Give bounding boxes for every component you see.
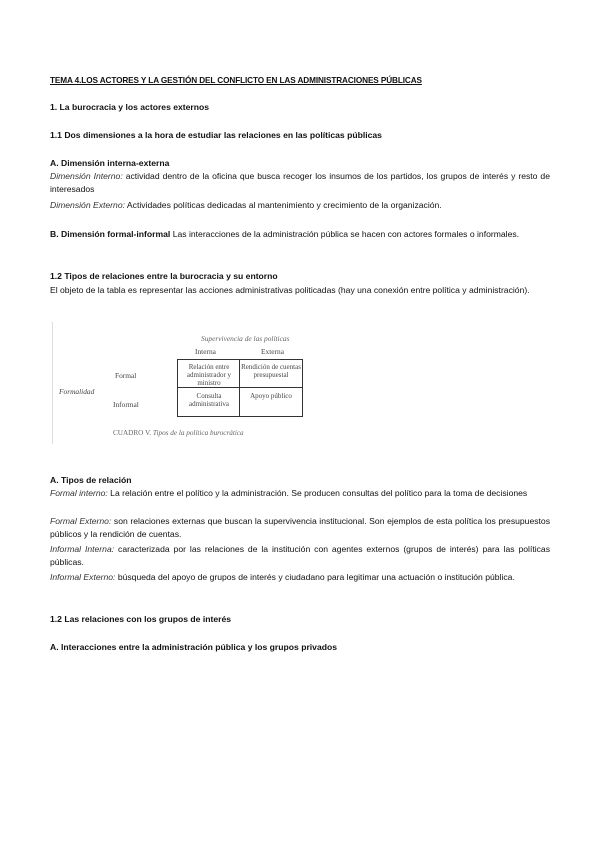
- informal-interna-paragraph: [50, 543, 550, 569]
- section-1-2-heading: 1.2 Tipos de relaciones entre la burocracia y su entorno: [50, 271, 278, 281]
- informal-interna-label: Informal Interna:: [50, 544, 115, 554]
- figure-divider-horizontal: [178, 387, 302, 388]
- formal-interno-label: Formal interno:: [50, 488, 108, 498]
- figure-col-interna: Interna: [195, 347, 216, 356]
- formal-interno-paragraph: [50, 487, 550, 500]
- section-1-1-heading: 1.1 Dos dimensiones a la hora de estudiar las relaciones en las políticas públicas: [50, 130, 382, 140]
- section-1-heading: 1. La burocracia y los actores externos: [50, 102, 210, 112]
- tipos-relacion-heading: A. Tipos de relación: [50, 475, 132, 485]
- formal-externo-paragraph: [50, 515, 550, 541]
- dimension-externo-label: Dimensión Externo:: [50, 200, 125, 210]
- interacciones-heading: A. Interacciones entre la administración pública y los grupos privados: [50, 642, 338, 652]
- figure-row-informal: Informal: [113, 400, 139, 409]
- figure-axis-formalidad: Formalidad: [59, 387, 95, 396]
- figure-caption: [113, 429, 244, 437]
- dimension-externo-text: Actividades políticas dedicadas al mantenimiento y crecimiento de la organización.: [125, 200, 442, 210]
- bureaucratic-politics-figure: [52, 322, 321, 444]
- section-1-2-text: El objeto de la tabla es representar las acciones administrativas politicadas (hay una conexión entre política y administración).: [50, 285, 530, 295]
- figure-caption-number: CUADRO V.: [113, 429, 152, 437]
- figure-cell-informal-interna: Consulta administrativa: [188, 392, 230, 408]
- formal-externo-label: Formal Externo:: [50, 516, 112, 526]
- informal-externo-paragraph: [50, 571, 550, 584]
- figure-row-formal: Formal: [115, 371, 137, 380]
- figure-title: Supervivencia de las políticas: [201, 334, 290, 343]
- figure-col-externa: Externa: [261, 347, 284, 356]
- informal-externo-label: Informal Externo:: [50, 572, 116, 582]
- figure-cell-formal-externa: Rendición de cuentas presupuestal: [241, 363, 301, 379]
- figure-divider-vertical: [239, 360, 240, 416]
- dimension-interno-label: Dimensión Interno:: [50, 171, 123, 181]
- dimension-b-heading: B. Dimensión formal-informal: [50, 229, 171, 239]
- dimension-a-heading: A. Dimensión interna-externa: [50, 158, 170, 168]
- figure-table: [177, 359, 303, 417]
- formal-interno-text: La relación entre el político y la administración. Se producen consultas del político para la toma de decisiones: [107, 488, 528, 498]
- informal-interna-text: caracterizada por las relaciones de la institución con agentes externos (grupos de interés) para las políticas públicas.: [50, 544, 551, 567]
- figure-caption-text: Tipos de la política burocrática: [152, 429, 244, 437]
- figure-cell-formal-interna: Relación entre administrador y ministro: [186, 363, 232, 387]
- dimension-externo-paragraph: [50, 199, 550, 212]
- dimension-b-paragraph: [50, 228, 550, 241]
- dimension-interno-paragraph: [50, 170, 550, 196]
- formal-externo-text: son relaciones externas que buscan la supervivencia institucional. Son ejemplos de esta política los presupuestos públicos y la rendición de cuentas.: [50, 516, 551, 539]
- informal-externo-text: búsqueda del apoyo de grupos de interés y ciudadano para legitimar una actuación o institución pública.: [115, 572, 515, 582]
- section-1-2b-heading: 1.2 Las relaciones con los grupos de interés: [50, 614, 232, 624]
- dimension-b-text: Las interacciones de la administración pública se hacen con actores formales o informales.: [170, 229, 520, 239]
- figure-cell-informal-externa: Apoyo público: [250, 392, 292, 400]
- dimension-interno-text: actividad dentro de la oficina que busca recoger los insumos de los partidos, los grupos de interés y resto de interesados: [50, 171, 550, 194]
- page-title: TEMA 4.LOS ACTORES Y LA GESTIÓN DEL CONFLICTO EN LAS ADMINISTRACIONES PÚBLICAS: [50, 76, 422, 85]
